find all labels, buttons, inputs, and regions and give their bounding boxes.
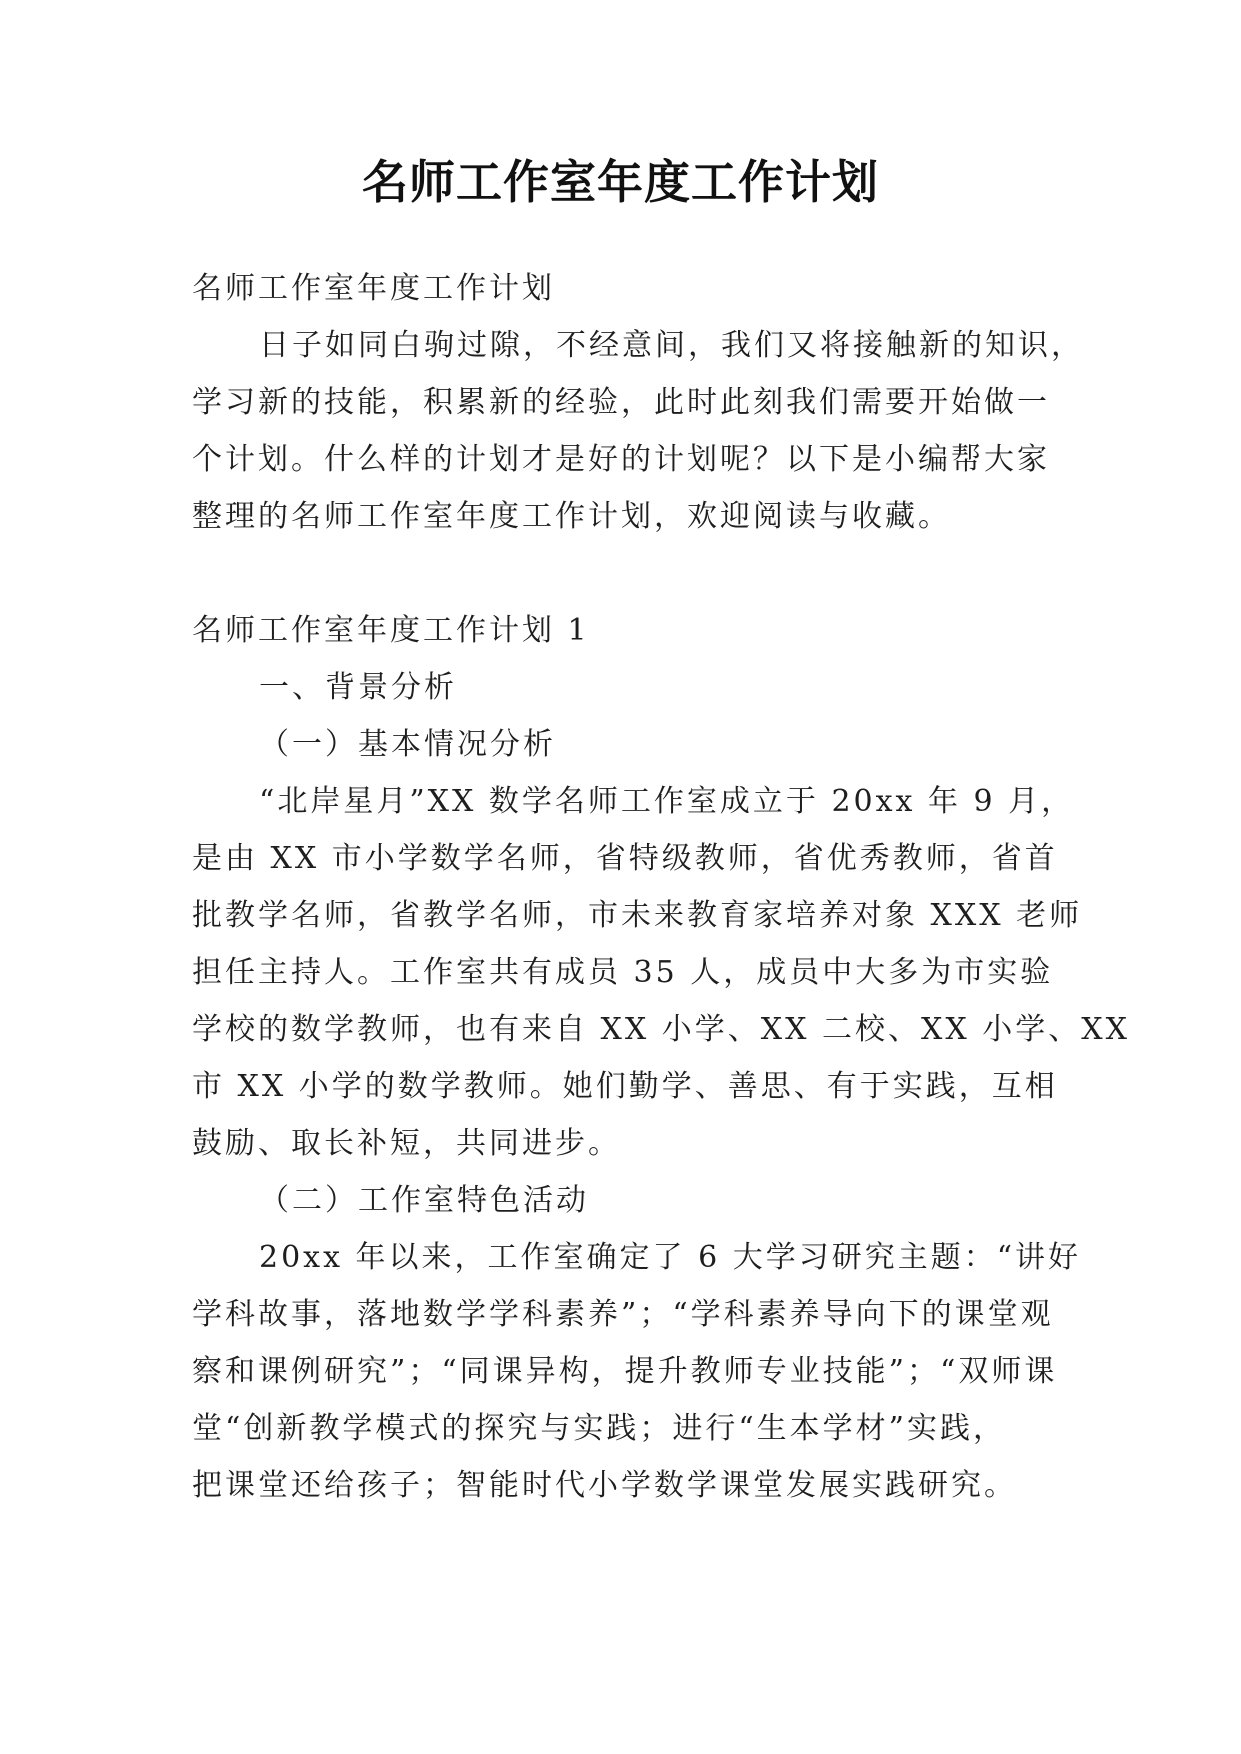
document-body <box>192 260 1131 1514</box>
paragraph-line: 把课堂还给孩子；智能时代小学数学课堂发展实践研究。 <box>192 1468 1017 1503</box>
paragraph-line: 是由 XX 市小学数学名师，省特级教师，省优秀教师，省首 <box>192 841 1058 876</box>
paragraph-line: 担任主持人。工作室共有成员 35 人，成员中大多为市实验 <box>192 955 1054 990</box>
paragraph-line: 鼓励、取长补短，共同进步。 <box>192 1126 621 1161</box>
paragraph-line: 学校的数学教师，也有来自 XX 小学、XX 二校、XX 小学、XX <box>192 1012 1131 1047</box>
intro-line: 整理的名师工作室年度工作计划，欢迎阅读与收藏。 <box>192 499 951 534</box>
heading-background-analysis: 一、背景分析 <box>259 670 457 705</box>
paragraph-line: 察和课例研究”；“同课异构，提升教师专业技能”；“双师课 <box>192 1354 1058 1389</box>
section-title: 名师工作室年度工作计划 1 <box>192 613 590 648</box>
paragraph-line: 批教学名师，省教学名师，市未来教育家培养对象 XXX 老师 <box>192 898 1083 933</box>
paragraph-line: 堂“创新教学模式的探究与实践；进行“生本学材”实践， <box>192 1411 1007 1446</box>
heading-special-activities: （二）工作室特色活动 <box>259 1183 589 1218</box>
paragraph-line: 市 XX 小学的数学教师。她们勤学、善思、有于实践，互相 <box>192 1069 1058 1104</box>
paragraph-line: “北岸星月”XX 数学名师工作室成立于 20xx 年 9 月， <box>259 784 1075 819</box>
intro-line: 日子如同白驹过隙，不经意间，我们又将接触新的知识， <box>259 328 1084 363</box>
document-title: 名师工作室年度工作计划 <box>362 155 879 209</box>
subtitle: 名师工作室年度工作计划 <box>192 271 555 306</box>
heading-basic-situation: （一）基本情况分析 <box>259 727 556 762</box>
intro-line: 个计划。什么样的计划才是好的计划呢？以下是小编帮大家 <box>192 442 1050 477</box>
intro-line: 学习新的技能，积累新的经验，此时此刻我们需要开始做一 <box>192 385 1050 420</box>
paragraph-line: 学科故事，落地数学学科素养”；“学科素养导向下的课堂观 <box>192 1297 1054 1332</box>
paragraph-line: 20xx 年以来，工作室确定了 6 大学习研究主题：“讲好 <box>259 1240 1082 1275</box>
